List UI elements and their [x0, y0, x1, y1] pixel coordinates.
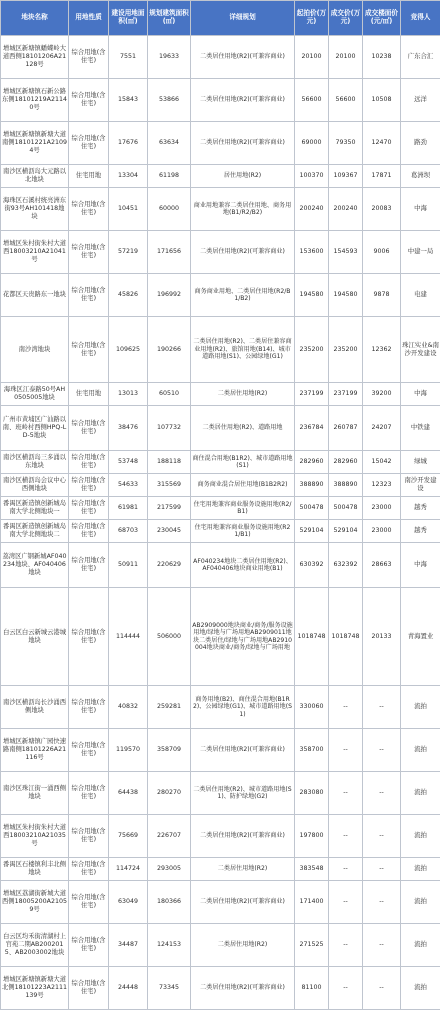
cell-starting-price: 383548 [295, 858, 329, 881]
cell-land-use: 综合用地(含住宅) [69, 520, 109, 543]
cell-site-area: 13013 [109, 383, 148, 406]
cell-starting-price: 235200 [295, 317, 329, 383]
cell-winner: 绿城 [401, 451, 440, 474]
cell-floor-price: -- [363, 815, 401, 858]
cell-land-use: 综合用地(含住宅) [69, 474, 109, 497]
cell-detailed-plan: 商住混合用地(B1R2)、城市道路用地(S1) [191, 451, 295, 474]
cell-floor-price: 17871 [363, 165, 401, 188]
table-row [1, 543, 440, 588]
cell-plot-name: 增城区新塘镇新塘大道北侧18101223A2111139号 [1, 967, 69, 1010]
cell-site-area: 53748 [109, 451, 148, 474]
cell-site-area: 109625 [109, 317, 148, 383]
header-detailed-plan: 详细规划 [191, 1, 295, 36]
table-row [1, 474, 440, 497]
cell-floor-price: 12362 [363, 317, 401, 383]
cell-floor-area: 180366 [148, 881, 191, 924]
cell-detailed-plan: AF040234地块二类居住用地(R2)、AF040406地块商业用地(B1) [191, 543, 295, 588]
cell-land-use: 综合用地(含住宅) [69, 924, 109, 967]
cell-winner: 流拍 [401, 772, 440, 815]
cell-starting-price: 100370 [295, 165, 329, 188]
cell-floor-price: 20083 [363, 188, 401, 231]
cell-starting-price: 283080 [295, 772, 329, 815]
cell-land-use: 综合用地(含住宅) [69, 881, 109, 924]
cell-plot-name: 增城区新塘镇新塘大道南侧18101221A21094号 [1, 122, 69, 165]
cell-deal-price: 194580 [329, 274, 363, 317]
cell-plot-name: 南沙湾地块 [1, 317, 69, 383]
table-row [1, 858, 440, 881]
cell-winner: 远洋 [401, 79, 440, 122]
table-row [1, 122, 440, 165]
cell-land-use: 综合用地(含住宅) [69, 451, 109, 474]
cell-site-area: 38476 [109, 406, 148, 451]
table-row [1, 772, 440, 815]
cell-deal-price: 235200 [329, 317, 363, 383]
cell-winner: 流拍 [401, 924, 440, 967]
cell-starting-price: 56600 [295, 79, 329, 122]
cell-floor-area: 358709 [148, 729, 191, 772]
cell-plot-name: 海珠区江泰路50号AH0505005地块 [1, 383, 69, 406]
cell-floor-price: 9878 [363, 274, 401, 317]
cell-detailed-plan: 商务商业混合居住用地(B1B2R2) [191, 474, 295, 497]
header-site-area: 建设用地面积(㎡) [109, 1, 148, 36]
cell-winner: 流拍 [401, 686, 440, 729]
cell-floor-price: 10238 [363, 36, 401, 79]
cell-deal-price: 237199 [329, 383, 363, 406]
cell-plot-name: 南沙区横沥岛大元路以北地块 [1, 165, 69, 188]
cell-detailed-plan: 二类居住用地(R2)(可兼容商业) [191, 122, 295, 165]
cell-deal-price: 500478 [329, 497, 363, 520]
cell-starting-price: 153600 [295, 231, 329, 274]
cell-site-area: 24448 [109, 967, 148, 1010]
cell-starting-price: 237199 [295, 383, 329, 406]
table-row [1, 274, 440, 317]
cell-floor-price: -- [363, 686, 401, 729]
cell-winner: 流拍 [401, 881, 440, 924]
table-row [1, 881, 440, 924]
cell-deal-price: 20100 [329, 36, 363, 79]
cell-floor-area: 226707 [148, 815, 191, 858]
cell-land-use: 综合用地(含住宅) [69, 406, 109, 451]
table-row [1, 79, 440, 122]
cell-floor-price: 12470 [363, 122, 401, 165]
cell-plot-name: 增城区新塘镇蟠蝶岭大道西侧18101206A21128号 [1, 36, 69, 79]
cell-land-use: 住宅用地 [69, 165, 109, 188]
cell-floor-area: 315569 [148, 474, 191, 497]
table-row [1, 967, 440, 1010]
cell-land-use: 综合用地(含住宅) [69, 122, 109, 165]
cell-deal-price: 282960 [329, 451, 363, 474]
cell-deal-price: -- [329, 858, 363, 881]
cell-floor-area: 61198 [148, 165, 191, 188]
cell-detailed-plan: 住宅用地兼容商业服务设施用地(R2/B1) [191, 497, 295, 520]
cell-floor-price: 20133 [363, 588, 401, 686]
cell-plot-name: 白云区均禾街清湖村上官苑二期AB2002015、AB2003002地块 [1, 924, 69, 967]
cell-deal-price: 154593 [329, 231, 363, 274]
cell-starting-price: 271525 [295, 924, 329, 967]
cell-floor-area: 220629 [148, 543, 191, 588]
cell-site-area: 45826 [109, 274, 148, 317]
cell-land-use: 综合用地(含住宅) [69, 497, 109, 520]
header-land-use: 用地性质 [69, 1, 109, 36]
table-row [1, 188, 440, 231]
cell-site-area: 57219 [109, 231, 148, 274]
cell-floor-price: 12323 [363, 474, 401, 497]
cell-site-area: 10451 [109, 188, 148, 231]
cell-detailed-plan: 二类居住用地(R2) [191, 858, 295, 881]
cell-detailed-plan: 二类居住用地(R2)(可兼容商业) [191, 729, 295, 772]
cell-floor-area: 217599 [148, 497, 191, 520]
cell-deal-price: 200240 [329, 188, 363, 231]
cell-plot-name: 增城区新塘镇广园快速路南侧18101226A21116号 [1, 729, 69, 772]
cell-plot-name: 南沙区横沥岛会议中心西侧地块 [1, 474, 69, 497]
cell-site-area: 64438 [109, 772, 148, 815]
cell-floor-price: 23000 [363, 520, 401, 543]
cell-detailed-plan: 住宅用地兼容商业服务设施用地(R21/B1) [191, 520, 295, 543]
cell-site-area: 13304 [109, 165, 148, 188]
cell-floor-price: 9006 [363, 231, 401, 274]
cell-floor-area: 19633 [148, 36, 191, 79]
cell-floor-price: 10508 [363, 79, 401, 122]
cell-plot-name: 番禺区新造镇创新城岛南大学北侧地块一 [1, 497, 69, 520]
cell-floor-price: -- [363, 924, 401, 967]
cell-plot-name: 南沙区珠江街一涌西侧地块 [1, 772, 69, 815]
cell-floor-area: 190266 [148, 317, 191, 383]
cell-land-use: 综合用地(含住宅) [69, 967, 109, 1010]
table-row [1, 924, 440, 967]
cell-site-area: 34487 [109, 924, 148, 967]
cell-floor-price: -- [363, 772, 401, 815]
cell-floor-area: 259281 [148, 686, 191, 729]
cell-winner: 珠江实业&南沙开发建设 [401, 317, 440, 383]
header-row [1, 1, 440, 36]
cell-floor-area: 230045 [148, 520, 191, 543]
table-row [1, 406, 440, 451]
cell-floor-price: 28663 [363, 543, 401, 588]
cell-starting-price: 236784 [295, 406, 329, 451]
cell-plot-name: 增城区朱村街朱村大道西18003210A21041号 [1, 231, 69, 274]
cell-winner: 中铁建 [401, 406, 440, 451]
cell-site-area: 119570 [109, 729, 148, 772]
cell-floor-area: 171656 [148, 231, 191, 274]
cell-land-use: 综合用地(含住宅) [69, 772, 109, 815]
cell-deal-price: -- [329, 881, 363, 924]
cell-detailed-plan: 商业用地兼容二类居住用地、商务用地(B1/R2/B2) [191, 188, 295, 231]
cell-winner: 流拍 [401, 729, 440, 772]
cell-winner: 电建 [401, 274, 440, 317]
cell-detailed-plan: 二类居住用地(R2)(可兼容商业) [191, 881, 295, 924]
cell-detailed-plan: 二类居住用地(R2)、道路用地 [191, 406, 295, 451]
cell-plot-name: 南沙区横沥岛三多涌以东地块 [1, 451, 69, 474]
cell-plot-name: 南沙区横沥岛长沙涌西侧地块 [1, 686, 69, 729]
cell-plot-name: 增城区荔湖街新城大道西侧18005200A21059号 [1, 881, 69, 924]
cell-winner: 流拍 [401, 815, 440, 858]
cell-floor-area: 196992 [148, 274, 191, 317]
cell-detailed-plan: 二类居住用地(R2)、城市道路用地(S1)、防护绿地(G2) [191, 772, 295, 815]
cell-detailed-plan: 居住用地(R2) [191, 165, 295, 188]
table-row [1, 520, 440, 543]
cell-deal-price: 1018748 [329, 588, 363, 686]
cell-deal-price: 388890 [329, 474, 363, 497]
cell-land-use: 综合用地(含住宅) [69, 188, 109, 231]
cell-detailed-plan: AB2909000地块商业/商务/服务设施用地/绿地与广场用地AB2909011地块二类居住/绿地与广场用地AB2910004地块商业/商务/绿地与广场用地 [191, 588, 295, 686]
cell-site-area: 63049 [109, 881, 148, 924]
cell-winner: 流拍 [401, 967, 440, 1010]
cell-winner: 越秀 [401, 497, 440, 520]
cell-floor-price: 23000 [363, 497, 401, 520]
cell-land-use: 综合用地(含住宅) [69, 729, 109, 772]
cell-deal-price: -- [329, 729, 363, 772]
cell-winner: 中海 [401, 188, 440, 231]
cell-site-area: 114444 [109, 588, 148, 686]
cell-plot-name: 海珠区石溪村统亮洲东街93号AH101418地块 [1, 188, 69, 231]
cell-winner: 中海 [401, 383, 440, 406]
cell-land-use: 综合用地(含住宅) [69, 274, 109, 317]
cell-deal-price: 109367 [329, 165, 363, 188]
cell-deal-price: -- [329, 815, 363, 858]
table-row [1, 686, 440, 729]
cell-site-area: 7551 [109, 36, 148, 79]
cell-winner: 流拍 [401, 858, 440, 881]
cell-starting-price: 500478 [295, 497, 329, 520]
table-row [1, 451, 440, 474]
cell-floor-area: 293005 [148, 858, 191, 881]
cell-plot-name: 番禺区石楼镇利丰北侧地块 [1, 858, 69, 881]
cell-plot-name: 白云区白云新城云港城地块 [1, 588, 69, 686]
table-row [1, 231, 440, 274]
table-row [1, 165, 440, 188]
table-row [1, 383, 440, 406]
header-floor-area: 规划建筑面积(㎡) [148, 1, 191, 36]
cell-plot-name: 广州市黄埔区广汕路以南、班岭村西侧HPQ-LD-5地块 [1, 406, 69, 451]
cell-winner: 中建一局 [401, 231, 440, 274]
cell-plot-name: 荔湾区广钢新城AF040234地块、AF040406地块 [1, 543, 69, 588]
cell-deal-price: -- [329, 686, 363, 729]
cell-detailed-plan: 二类居住用地(R2)(可兼容商业) [191, 79, 295, 122]
cell-detailed-plan: 二类居住用地(R2) [191, 924, 295, 967]
cell-plot-name: 增城区新塘镇石新公路东侧18101219A21140号 [1, 79, 69, 122]
cell-floor-area: 107732 [148, 406, 191, 451]
cell-land-use: 综合用地(含住宅) [69, 36, 109, 79]
cell-plot-name: 花都区天贵路东一地块 [1, 274, 69, 317]
cell-detailed-plan: 二类居住用地(R2)(可兼容商业) [191, 967, 295, 1010]
table-row [1, 729, 440, 772]
table-row [1, 36, 440, 79]
cell-deal-price: -- [329, 772, 363, 815]
cell-site-area: 54633 [109, 474, 148, 497]
cell-floor-price: -- [363, 881, 401, 924]
table-row [1, 588, 440, 686]
cell-deal-price: 79350 [329, 122, 363, 165]
cell-land-use: 综合用地(含住宅) [69, 231, 109, 274]
cell-starting-price: 529104 [295, 520, 329, 543]
cell-site-area: 68703 [109, 520, 148, 543]
cell-plot-name: 番禺区新造镇创新城岛南大学北侧地块二 [1, 520, 69, 543]
cell-floor-area: 60000 [148, 188, 191, 231]
cell-site-area: 15843 [109, 79, 148, 122]
cell-floor-area: 124153 [148, 924, 191, 967]
cell-deal-price: 56600 [329, 79, 363, 122]
cell-floor-area: 73345 [148, 967, 191, 1010]
cell-floor-area: 188118 [148, 451, 191, 474]
cell-winner: 路劲 [401, 122, 440, 165]
cell-floor-area: 53866 [148, 79, 191, 122]
cell-land-use: 综合用地(含住宅) [69, 317, 109, 383]
cell-starting-price: 388890 [295, 474, 329, 497]
cell-starting-price: 194580 [295, 274, 329, 317]
cell-floor-area: 506000 [148, 588, 191, 686]
cell-site-area: 61981 [109, 497, 148, 520]
cell-starting-price: 330060 [295, 686, 329, 729]
cell-starting-price: 200240 [295, 188, 329, 231]
cell-winner: 越秀 [401, 520, 440, 543]
cell-detailed-plan: 二类居住用地(R2)(可兼容商业) [191, 815, 295, 858]
cell-starting-price: 1018748 [295, 588, 329, 686]
cell-floor-area: 63634 [148, 122, 191, 165]
cell-land-use: 综合用地(含住宅) [69, 815, 109, 858]
cell-land-use: 综合用地(含住宅) [69, 858, 109, 881]
cell-floor-price: -- [363, 729, 401, 772]
cell-land-use: 综合用地(含住宅) [69, 79, 109, 122]
cell-detailed-plan: 二类居住用地(R2)(可兼容商业) [191, 36, 295, 79]
cell-starting-price: 171400 [295, 881, 329, 924]
table-row [1, 815, 440, 858]
cell-starting-price: 282960 [295, 451, 329, 474]
cell-starting-price: 81100 [295, 967, 329, 1010]
cell-floor-price: -- [363, 967, 401, 1010]
cell-deal-price: 529104 [329, 520, 363, 543]
cell-site-area: 40832 [109, 686, 148, 729]
cell-land-use: 综合用地(含住宅) [69, 588, 109, 686]
header-winner: 竞得人 [401, 1, 440, 36]
cell-floor-price: 24207 [363, 406, 401, 451]
cell-floor-area: 60510 [148, 383, 191, 406]
cell-winner: 青海置业 [401, 588, 440, 686]
cell-land-use: 综合用地(含住宅) [69, 543, 109, 588]
cell-winner: 广东合汇 [401, 36, 440, 79]
header-floor-price: 成交楼面价(元/㎡) [363, 1, 401, 36]
cell-floor-price: 39200 [363, 383, 401, 406]
cell-starting-price: 197800 [295, 815, 329, 858]
cell-deal-price: 260787 [329, 406, 363, 451]
cell-plot-name: 增城区朱村街朱村大道西18003210A21035号 [1, 815, 69, 858]
cell-starting-price: 20100 [295, 36, 329, 79]
cell-detailed-plan: 商务商业用地、二类居住用地(R2/B1/B2) [191, 274, 295, 317]
cell-detailed-plan: 二类居住用地(R2)、二类居住兼容商业用地(R2)、旅馆用地(B14)、城市道路用地(S1)、公园绿地(G1) [191, 317, 295, 383]
header-plot-name: 地块名称 [1, 1, 69, 36]
cell-winner: 葛洲坝 [401, 165, 440, 188]
header-starting-price: 起拍价(万元) [295, 1, 329, 36]
cell-site-area: 114724 [109, 858, 148, 881]
cell-site-area: 17676 [109, 122, 148, 165]
cell-floor-price: 15042 [363, 451, 401, 474]
cell-detailed-plan: 商务用地(B2)、商住混合用地(B1R2)、公园绿地(G1)、城市道路用地(S1) [191, 686, 295, 729]
cell-winner: 南沙开发建设 [401, 474, 440, 497]
table-row [1, 497, 440, 520]
cell-starting-price: 630392 [295, 543, 329, 588]
cell-deal-price: -- [329, 924, 363, 967]
cell-deal-price: -- [329, 967, 363, 1010]
cell-land-use: 住宅用地 [69, 383, 109, 406]
table-row [1, 317, 440, 383]
cell-site-area: 50911 [109, 543, 148, 588]
header-deal-price: 成交价(万元) [329, 1, 363, 36]
cell-detailed-plan: 二类居住用地(R2)(可兼容商业) [191, 231, 295, 274]
cell-floor-price: -- [363, 858, 401, 881]
cell-deal-price: 632392 [329, 543, 363, 588]
cell-starting-price: 69000 [295, 122, 329, 165]
cell-winner: 中海 [401, 543, 440, 588]
cell-floor-area: 280270 [148, 772, 191, 815]
cell-starting-price: 358700 [295, 729, 329, 772]
cell-site-area: 75669 [109, 815, 148, 858]
cell-detailed-plan: 二类居住用地(R2) [191, 383, 295, 406]
cell-land-use: 综合用地(含住宅) [69, 686, 109, 729]
